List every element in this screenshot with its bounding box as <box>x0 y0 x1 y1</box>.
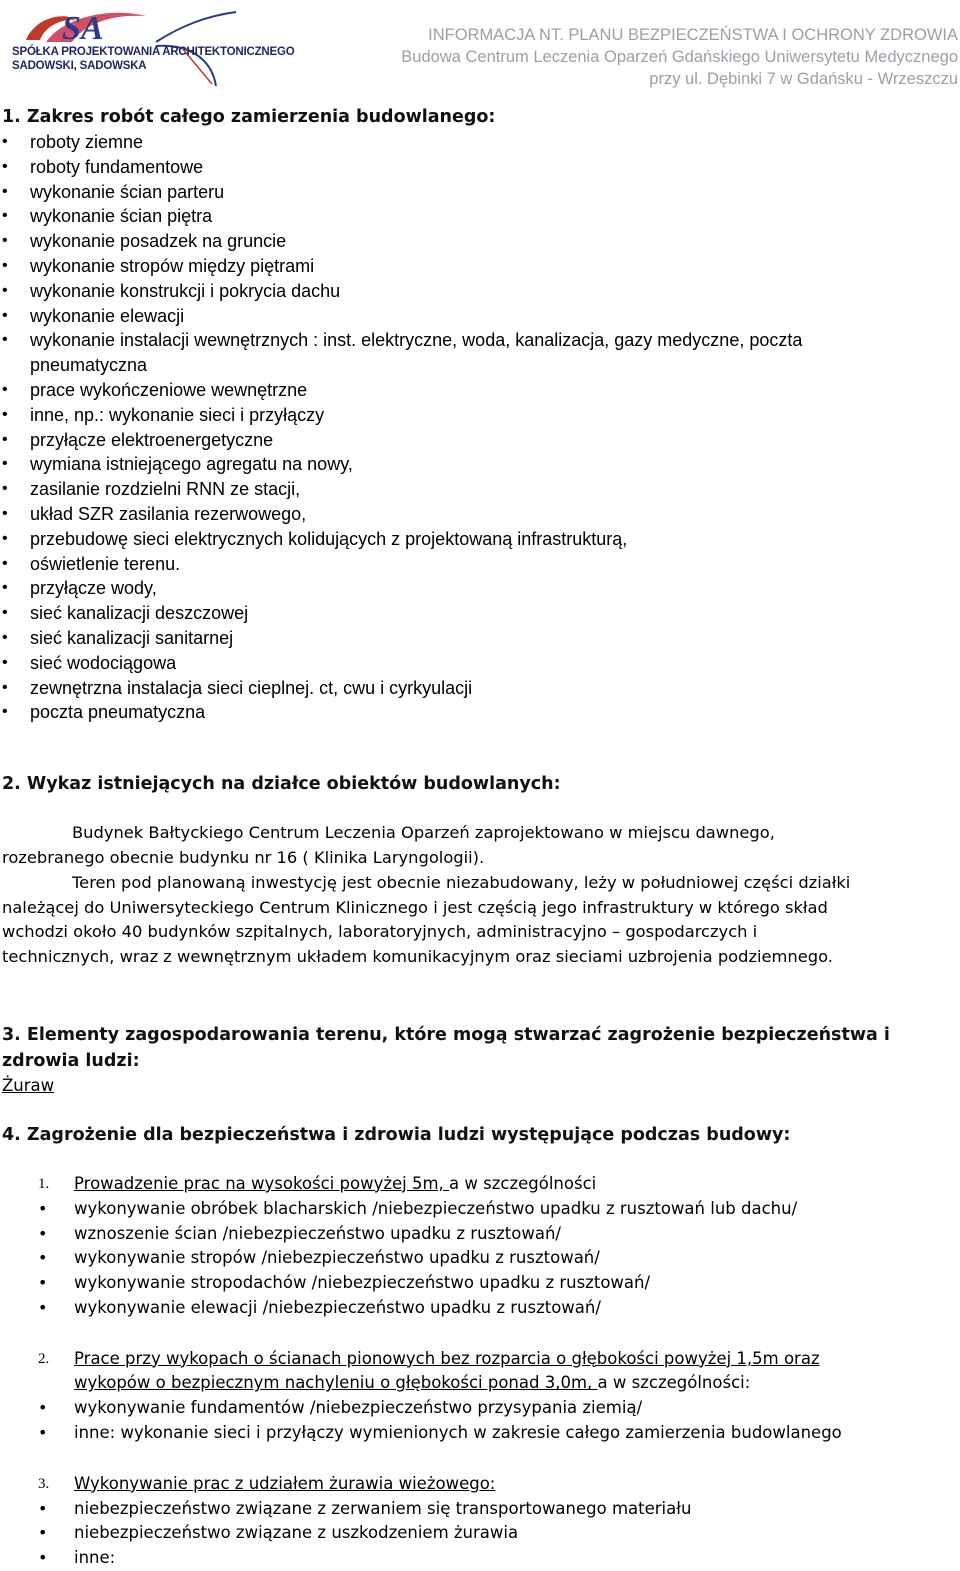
list-item: • zasilanie rozdzielni RNN ze stacji, <box>0 477 960 502</box>
paragraph-line: należącej do Uniwersyteckiego Centrum Klinicznego i jest częścią jego infrastruktury w którego skład <box>2 897 828 917</box>
list-item: • wykonywanie stropów /niebezpieczeństwo upadku z rusztowań/ <box>0 1246 960 1271</box>
list-item: • poczta pneumatyczna <box>0 700 960 725</box>
list-item: • układ SZR zasilania rezerwowego, <box>0 502 960 527</box>
list-item: • przyłącze elektroenergetyczne <box>0 428 960 453</box>
subsection-title-rest: a w szczególności: <box>597 1373 751 1393</box>
logo-text-line1: SPÓŁKA PROJEKTOWANIA ARCHITEKTONICZNEGO <box>12 46 295 58</box>
list-item: • wykonywanie elewacji /niebezpieczeństwo upadku z rusztowań/ <box>0 1296 960 1321</box>
list-item: • wykonanie stropów między piętrami <box>0 254 960 279</box>
list-item: • wykonanie posadzek na gruncie <box>0 229 960 254</box>
list-item: • inne: wykonanie sieci i przyłączy wymienionych w zakresie całego zamierzenia budowlanego <box>0 1421 960 1446</box>
list-item: • zewnętrzna instalacja sieci cieplnej. ct, cwu i cyrkyulacji <box>0 676 960 701</box>
section1-heading: 1. Zakres robót całego zamierzenia budowlanego: <box>2 107 496 127</box>
subsection-3 <box>0 1472 960 1497</box>
subsection-title: Prace przy wykopach o ścianach pionowych bez rozparcia o głębokości powyżej 1,5m oraz <box>74 1348 820 1368</box>
section3-heading: 3. Elementy zagospodarowania terenu, które mogą stwarzać zagrożenie bezpieczeństwa i <box>2 1024 890 1045</box>
paragraph-line: rozebranego obecnie budynku nr 16 ( Klinika Laryngologii). <box>2 847 485 867</box>
list-item: • wykonanie ścian piętra <box>0 204 960 229</box>
list-item: • wznoszenie ścian /niebezpieczeństwo upadku z rusztowań/ <box>0 1222 960 1247</box>
page-header <box>0 0 960 90</box>
section2-heading: 2. Wykaz istniejących na działce obiektów budowlanych: <box>2 774 561 795</box>
section1-list <box>0 130 960 725</box>
section4-heading: 4. Zagrożenie dla bezpieczeństwa i zdrowia ludzi występujące podczas budowy: <box>2 1124 791 1145</box>
list-item: • prace wykończeniowe wewnętrzne <box>0 378 960 403</box>
list-item: • wykonywanie stropodachów /niebezpieczeństwo upadku z rusztowań/ <box>0 1271 960 1296</box>
list-item: • inne, np.: wykonanie sieci i przyłączy <box>0 403 960 428</box>
subsection-2 <box>0 1347 960 1397</box>
list-item: • niebezpieczeństwo związane z zerwaniem się transportowanego materiału <box>0 1497 960 1522</box>
subsection-1-list <box>0 1197 960 1321</box>
subsection-number: 2. <box>38 1350 50 1367</box>
subsection-1 <box>0 1172 960 1197</box>
subsection-title-cont: wykopów o bezpiecznym nachyleniu o głębokości ponad 3,0m, <box>74 1373 598 1393</box>
subsection-2-list <box>0 1396 960 1446</box>
list-item: • wymiana istniejącego agregatu na nowy, <box>0 452 960 477</box>
subsection-title: Wykonywanie prac z udziałem żurawia wieżowego: <box>74 1473 496 1493</box>
paragraph-line: wchodzi około 40 budynków szpitalnych, laboratoryjnych, administracyjno – gospodarczych i <box>2 922 758 942</box>
list-item <box>0 328 960 378</box>
list-item-text: wykonanie instalacji wewnętrznych : inst. elektryczne, woda, kanalizacja, gazy medyczne, poczta <box>30 330 803 351</box>
list-item: • roboty fundamentowe <box>0 155 960 180</box>
list-item: • inne: <box>0 1546 960 1571</box>
paragraph-line: Teren pod planowaną inwestycję jest obecnie niezabudowany, leży w południowej części działki <box>72 872 851 892</box>
list-item: • roboty ziemne <box>0 130 960 155</box>
list-item-continuation: pneumatyczna <box>30 355 148 376</box>
list-item: • wykonanie ścian parteru <box>0 180 960 205</box>
paragraph-line: technicznych, wraz z wewnętrznym układem komunikacyjnym oraz sieciami uzbrojenia podziemnego. <box>2 947 833 967</box>
subsection-number: 1. <box>38 1175 50 1192</box>
list-item: • wykonanie elewacji <box>0 304 960 329</box>
list-item: • sieć wodociągowa <box>0 651 960 676</box>
section3-item: Żuraw <box>2 1075 55 1095</box>
list-item: • niebezpieczeństwo związane z uszkodzeniem żurawia <box>0 1521 960 1546</box>
document-title-block <box>401 24 958 90</box>
company-logo <box>6 6 295 86</box>
project-name: Budowa Centrum Leczenia Oparzeń Gdańskiego Uniwersytetu Medycznego <box>401 48 958 66</box>
list-item: • wykonywanie obróbek blacharskich /niebezpieczeństwo upadku z rusztowań lub dachu/ <box>0 1197 960 1222</box>
list-item: • wykonywanie fundamentów /niebezpieczeństwo przysypania ziemią/ <box>0 1396 960 1421</box>
subsection-title: Prowadzenie prac na wysokości powyżej 5m, <box>74 1173 450 1193</box>
subsection-number: 3. <box>38 1475 50 1492</box>
list-item: • wykonanie konstrukcji i pokrycia dachu <box>0 279 960 304</box>
subsection-3-list <box>0 1497 960 1571</box>
list-item: • przebudowę sieci elektrycznych kolidujących z projektowaną infrastrukturą, <box>0 527 960 552</box>
project-address: przy ul. Dębinki 7 w Gdańsku - Wrzeszczu <box>649 70 958 88</box>
list-item: • sieć kanalizacji sanitarnej <box>0 626 960 651</box>
section3-heading-cont: zdrowia ludzi: <box>2 1050 140 1071</box>
subsection-title-rest: a w szczególności <box>449 1173 597 1193</box>
list-item: • sieć kanalizacji deszczowej <box>0 601 960 626</box>
list-item: • oświetlenie terenu. <box>0 552 960 577</box>
document-body <box>0 104 960 1571</box>
svg-text:SA: SA <box>62 10 104 47</box>
paragraph-line: Budynek Bałtyckiego Centrum Leczenia Oparzeń zaprojektowano w miejscu dawnego, <box>72 823 775 843</box>
logo-text-line2: SADOWSKI, SADOWSKA <box>12 60 147 72</box>
list-item: • przyłącze wody, <box>0 576 960 601</box>
document-title: INFORMACJA NT. PLANU BEZPIECZEŃSTWA I OCHRONY ZDROWIA <box>428 26 958 44</box>
